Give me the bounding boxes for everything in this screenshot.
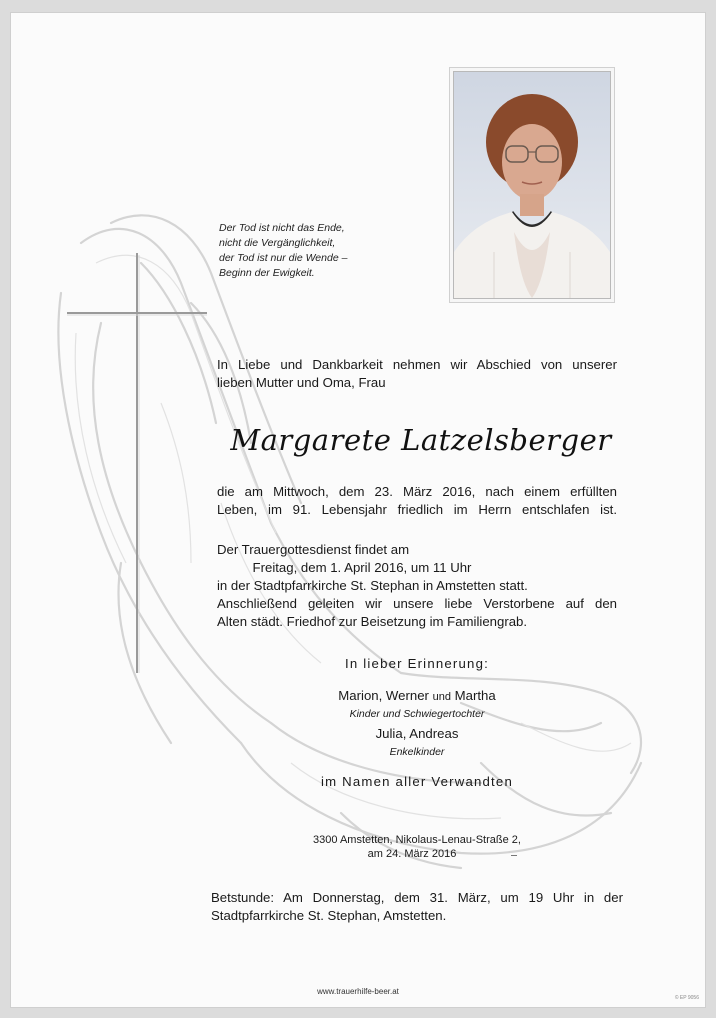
service-location <box>217 577 617 595</box>
death-info-line-1 <box>217 483 617 501</box>
mourner-names: Marion, Werner <box>338 688 429 703</box>
quote-line: der Tod ist nur die Wende – <box>219 252 348 264</box>
dash-mark <box>511 855 517 856</box>
mourners-children <box>217 687 617 706</box>
service-line: Der Trauergottesdienst findet am <box>217 542 410 557</box>
prayer-line-1 <box>211 889 623 907</box>
service-date <box>217 559 507 577</box>
service-line: Anschließend geleiten wir unsere liebe Verstorbene auf den <box>217 596 617 611</box>
death-line: die am Mittwoch, dem 23. März 2016, nach einem erfüllten <box>217 484 617 499</box>
deceased-name: Margarete Latzelsberger <box>230 423 612 457</box>
service-date-line: Freitag, dem 1. April 2016, um 11 Uhr <box>252 560 472 575</box>
service-intro <box>217 541 617 559</box>
service-burial-2 <box>217 613 617 631</box>
portrait-photo <box>453 71 611 299</box>
relatives-line: im Namen aller Verwandten <box>321 774 513 789</box>
cross-icon <box>67 253 207 673</box>
prayer-text: Betstunde: Am Donnerstag, dem 31. März, um 19 Uhr in der <box>211 890 623 905</box>
death-info-line-2 <box>217 501 617 519</box>
address-date: am 24. März 2016 <box>367 848 457 860</box>
address-line-1: 3300 Amstetten, Nikolaus-Lenau-Straße 2, <box>313 834 521 846</box>
portrait-image <box>454 72 610 298</box>
quote-line: Beginn der Ewigkeit. <box>219 267 315 279</box>
quote-line: Der Tod ist nicht das Ende, <box>219 222 345 234</box>
mourners-grandchildren: Julia, Andreas <box>375 726 459 741</box>
service-burial-1 <box>217 595 617 613</box>
mourners-grandchildren-role: Enkelkinder <box>389 746 445 758</box>
prayer-line-2 <box>211 907 623 925</box>
mourner-names: Martha <box>454 688 496 703</box>
memorial-quote <box>219 221 429 281</box>
intro-text-2 <box>217 374 617 392</box>
memory-heading: In lieber Erinnerung: <box>345 656 489 671</box>
prayer-text: Stadtpfarrkirche St. Stephan, Amstetten. <box>211 908 447 923</box>
footer-url: www.trauerhilfe-beer.at <box>317 987 399 996</box>
intro-line: In Liebe und Dankbarkeit nehmen wir Abschied von unserer <box>217 357 617 372</box>
death-line: Leben, im 91. Lebensjahr friedlich im Herrn entschlafen ist. <box>217 502 617 517</box>
mourner-conjunction: und <box>432 691 451 703</box>
mourners-children-role: Kinder und Schwiegertochter <box>349 708 485 720</box>
quote-line: nicht die Vergänglichkeit, <box>219 237 336 249</box>
intro-text <box>217 356 617 374</box>
intro-line: lieben Mutter und Oma, Frau <box>217 375 386 390</box>
corner-code: © EP 9056 <box>674 995 699 1001</box>
service-line: Alten städt. Friedhof zur Beisetzung im Familiengrab. <box>217 614 528 629</box>
obituary-sheet <box>10 12 706 1008</box>
service-line: in der Stadtpfarrkirche St. Stephan in Amstetten statt. <box>217 578 528 593</box>
